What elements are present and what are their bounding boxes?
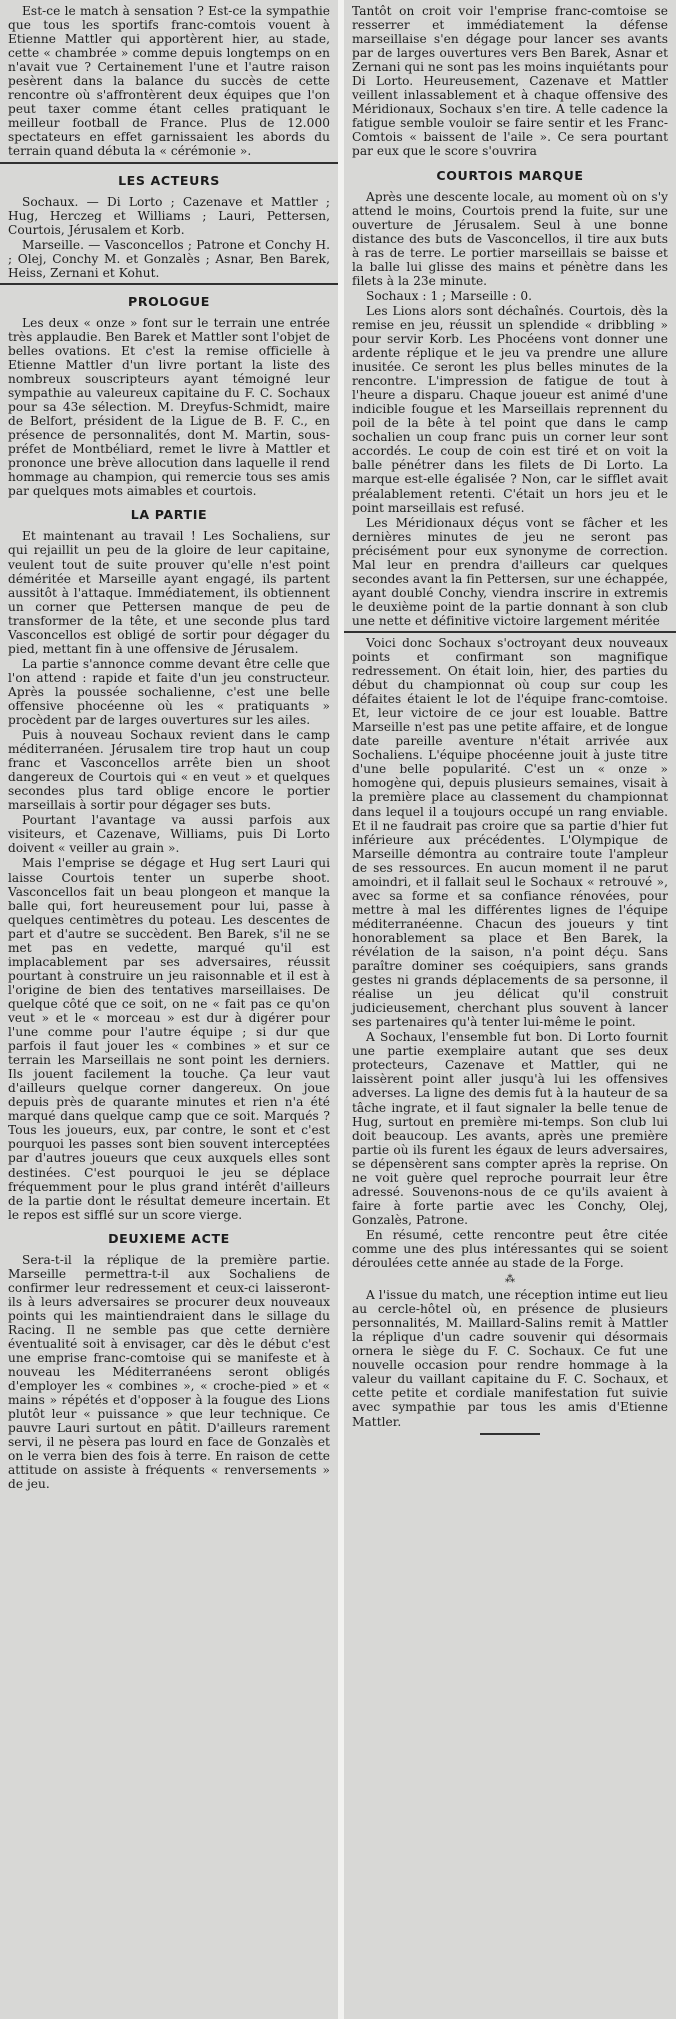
intro-paragraph: Est-ce le match à sensation ? Est-ce la sympathie que tous les sportifs franc-comtois vouent à Etienne Mattler qui apportèrent hier, au stade, cette « chambrée » comme depuis longtemps on en n'avait vue ? Certainement l'une et l'autre raison pesèrent dans la balance du succès de cette rencontre où s'affrontèrent deux équipes que l'on peut taxer comme étant celles pratiquant le meilleur football de France. Plus de 12.000 spectateurs en effet garnissaient les abords du terrain quand débuta la « cérémonie ».	[8, 4, 330, 159]
partie-paragraph: Et maintenant au travail ! Les Sochaliens, sur qui rejaillit un peu de la gloire de leur capitaine, veulent tout de suite prouver qu'elle n'est point déméritée et Marseille ayant engagé, ils partent aussitôt à l'attaque. Immédiatement, ils obtiennent un corner que Pettersen manque de peu de transformer de la tête, et une seconde plus tard Vasconcellos est obligé de sortir pour dégager du pied, mettant fin à une offensive de Jérusalem.	[8, 529, 330, 656]
right-column	[344, 0, 676, 2019]
sochaux-review-paragraph: A Sochaux, l'ensemble fut bon. Di Lorto fournit une partie exemplaire autant que ses deux protecteurs, Cazenave et Mattler, qui ne laissèrent point aller jusqu'à lui les offensives adverses. La ligne des demis fut à la hauteur de sa tâche ingrate, et il faut signaler la belle tenue de Hug, surtout en première mi-temps. Son club lui doit beaucoup. Les avants, après une première partie où ils furent les égaux de leurs adversaires, se dépensèrent sans compter après la reprise. On ne voit guère quel reproche pourrait leur être adressé. Souvenons-nous de ce qu'ils avaient à faire à forte partie avec les Conchy, Olej, Gonzalès, Patrone.	[352, 1030, 668, 1227]
heading-la-partie: LA PARTIE	[130, 507, 208, 523]
sochaux-lineup: Sochaux. — Di Lorto ; Cazenave et Mattler ; Hug, Herczeg et Williams ; Lauri, Pettersen, Courtois, Jérusalem et Korb.	[8, 194, 330, 237]
asterism: ⁂	[505, 1274, 515, 1286]
prologue-paragraph: Les deux « onze » font sur le terrain une entrée très applaudie. Ben Barek et Mattler sont l'objet de belles ovations. Et c'est la remise officielle à Etienne Mattler d'un livre portant la liste des nombreux souscripteurs ayant témoigné leur sympathie au valeureux capitaine du F. C. Sochaux pour sa 43e sélection. M. Dreyfus-Schmidt, maire de Belfort, président de la Ligue de B. F. C., en présence de personnalités, dont M. Martin, sous-préfet de Montbéliard, remet le livre à Mattler et prononce une brève allocution dans laquelle il rend hommage au champion, qui remercie tous ses amis par quelques mots aimables et courtois.	[8, 315, 330, 499]
section-divider	[344, 631, 676, 633]
partie-paragraph: La partie s'annonce comme devant être celle que l'on attend : rapide et faite d'un jeu constructeur. Après la poussée sochalienne, c'est une belle offensive phocéenne où les « pratiquants » procèdent par de larges ouvertures sur les ailes.	[8, 656, 330, 728]
continued-paragraph: Tantôt on croit voir l'emprise franc-comtoise se resserrer et immédiatement la défense marseillaise s'en dégage pour lancer ses avants par de larges ouvertures vers Ben Barek, Asnar et Zernani qui ne sont pas les moins inquiétants pour Di Lorto. Heureusement, Cazenave et Mattler veillent inlassablement et à chaque offensive des Méridionaux, Sochaux s'en tire. A telle cadence la fatigue semble vouloir se faire sentir et les Franc-Comtois « baissent de l'aile ». Ce sera pourtant par eux que le score s'ouvrira	[352, 4, 668, 159]
section-divider	[0, 162, 338, 164]
score-line: Sochaux : 1 ; Marseille : 0.	[366, 288, 533, 303]
partie-paragraph: Pourtant l'avantage va aussi parfois aux visiteurs, et Cazenave, Williams, puis Di Lorto doivent « veiller au grain ».	[8, 813, 330, 856]
section-divider	[0, 283, 338, 285]
heading-acteurs: LES ACTEURS	[118, 172, 220, 188]
heading-prologue: PROLOGUE	[128, 293, 210, 309]
end-rule	[480, 1433, 540, 1435]
reception-paragraph: A l'issue du match, une réception intime eut lieu au cercle-hôtel où, en présence de plusieurs personnalités, M. Maillard-Salins remit à Mattler la réplique d'un cadre souvenir qui désormais ornera le siège du F. C. Sochaux. Ce fut une nouvelle occasion pour rendre hommage à la valeur du vaillant capitaine du F. C. Sochaux, et cette petite et cordiale manifestation fut suivie avec sympathie par tous les amis d'Etienne Mattler.	[352, 1288, 668, 1429]
meridionaux-paragraph: Les Méridionaux déçus vont se fâcher et les dernières minutes de jeu ne seront pas précisément pour eux synonyme de correction. Mal leur en prendra d'ailleurs car quelques secondes avant la fin Pettersen, sur une échappée, ayant doublé Conchy, viendra inscrire in extremis le deuxième point de la partie donnant à son club une nette et définitive victoire largement méritée	[352, 515, 668, 628]
courtois-paragraph: Après une descente locale, au moment où on s'y attend le moins, Courtois prend la fuite, sur une ouverture de Jérusalem. Seul à une bonne distance des buts de Vasconcellos, il tire aux buts à ras de terre. Le portier marseillais se baisse et la balle lui glisse des mains et pénètre dans les filets à la 23e minute.	[352, 189, 668, 288]
deuxieme-acte-paragraph: Sera-t-il la réplique de la première partie. Marseille permettra-t-il aux Sochaliens de confirmer leur redressement et ceux-ci laisseront-ils à leurs adversaires se procurer deux nouveaux points qui les maintiendraient dans le sillage du Racing. Il ne semble pas que cette dernière éventualité soit à envisager, car dès le début c'est une emprise franc-comtoise qui se manifeste et à nouveau les Méditerranéens seront obligés d'employer les « combines », « croche-pied » et « mains » répétés et d'opposer à la fougue des Lions plutôt leur « puissance » que leur technique. Ce pauvre Lauri surtout en pâtit. D'ailleurs rarement servi, il ne pèsera pas lourd en face de Gonzalès et on le verra bien des fois à terre. En raison de cette attitude on assiste à fréquents « renversements » de jeu.	[8, 1252, 330, 1492]
conclusion-paragraph: En résumé, cette rencontre peut être citée comme une des plus intéressantes qui se soient déroulées cette année au stade de la Forge.	[352, 1227, 668, 1271]
partie-paragraph: Mais l'emprise se dégage et Hug sert Lauri qui laisse Courtois tenter un superbe shoot. Vasconcellos fait un beau plongeon et manque la balle qui, fort heureusement pour lui, passe à quelques centimètres du poteau. Les descentes de part et d'autre se succèdent. Ben Barek, s'il ne se met pas en vedette, marqué qu'il est implacablement par ses adversaires, réussit pourtant à construire un jeu raisonnable et il est à l'origine de bien des tentatives marseillaises. De quelque côté que ce soit, on ne « fait pas ce qu'on veut » et le « morceau » est dur à digérer pour l'une comme pour l'autre équipe ; si dur que parfois il faut jouer les « combines » et sur ce terrain les Marseillais ne sont point les derniers. Ils jouent facilement la touche. Ça leur vaut d'ailleurs quelque corner dangereux. On joue depuis près de quarante minutes et rien n'a été marqué dans quelque camp que ce soit. Marqués ? Tous les joueurs, eux, par contre, le sont et c'est pourquoi les passes sont bien souvent interceptées par d'autres joueurs que ceux auxquels elles sont destinées. C'est pourquoi le jeu se déplace fréquemment pour le plus grand intérêt d'ailleurs de la partie dont le résultat demeure incertain. Et le repos est sifflé sur un score vierge.	[8, 856, 330, 1222]
lions-paragraph: Les Lions alors sont déchaînés. Courtois, dès la remise en jeu, réussit un splendide « dribbling » pour servir Korb. Les Phocéens vont donner une ardente réplique et le jeu va prendre une allure inusitée. Ce seront les plus belles minutes de la rencontre. L'impression de fatigue de tout à l'heure a disparu. Chaque joueur est animé d'une indicible fougue et les Marseillais reprennent du poil de la bête à tel point que dans le camp sochalien un coup franc puis un corner leur sont accordés. Le coup de coin est tiré et on voit la balle pénétrer dans les filets de Di Lorto. La marque est-elle égalisée ? Non, car le sifflet avait préalablement retenti. C'était un hors jeu et le point marseillais est refusé.	[352, 303, 668, 515]
summary-paragraph: Voici donc Sochaux s'octroyant deux nouveaux points et confirmant son magnifique redressement. On était loin, hier, des parties du début du championnat où coup sur coup les défaites étaient le lot de l'équipe franc-comtoise. Et, leur victoire de ce jour est louable. Battre Marseille n'est pas une petite affaire, et de longue date pareille aventure n'était arrivée aux Sochaliens. L'équipe phocéenne jouit à juste titre d'une belle popularité. C'est un « onze » homogène qui, depuis plusieurs semaines, visait à la première place au classement du championnat dans lequel il a toujours occupé un rang enviable. Et il ne faudrait pas croire que sa partie d'hier fut inférieure aux précédentes. L'Olympique de Marseille démontra au contraire toute l'ampleur de ses ressources. En aucun moment il ne parut amoindri, et il fallait seul le Sochaux « retrouvé », avec sa forme et sa confiance rénovées, pour mettre à mal les différentes lignes de l'équipe méditerranéenne. Chacun des joueurs y tint honorablement sa place et Ben Barek, la révélation de la saison, n'a point déçu. Sans paraître dominer ses coéquipiers, sans grands gestes ni grands déplacements de sa personne, il réalise un jeu délicat qu'il construit judicieusement, cherchant plus souvent à lancer ses partenaires qu'à tenter lui-même le point.	[352, 635, 668, 1030]
partie-paragraph: Puis à nouveau Sochaux revient dans le camp méditerranéen. Jérusalem tire trop haut un coup franc et Vasconcellos arrête bien un shoot dangereux de Courtois qui « en veut » et quelques secondes plus tard oblige encore le portier marseillais à sortir pour dégager ses buts.	[8, 728, 330, 813]
marseille-lineup: Marseille. — Vasconcellos ; Patrone et Conchy H. ; Olej, Conchy M. et Gonzalès ; Asnar, Ben Barek, Heiss, Zernani et Kohut.	[8, 237, 330, 280]
heading-courtois-marque: COURTOIS MARQUE	[436, 167, 584, 183]
heading-deuxieme-acte: DEUXIEME ACTE	[108, 1230, 230, 1246]
